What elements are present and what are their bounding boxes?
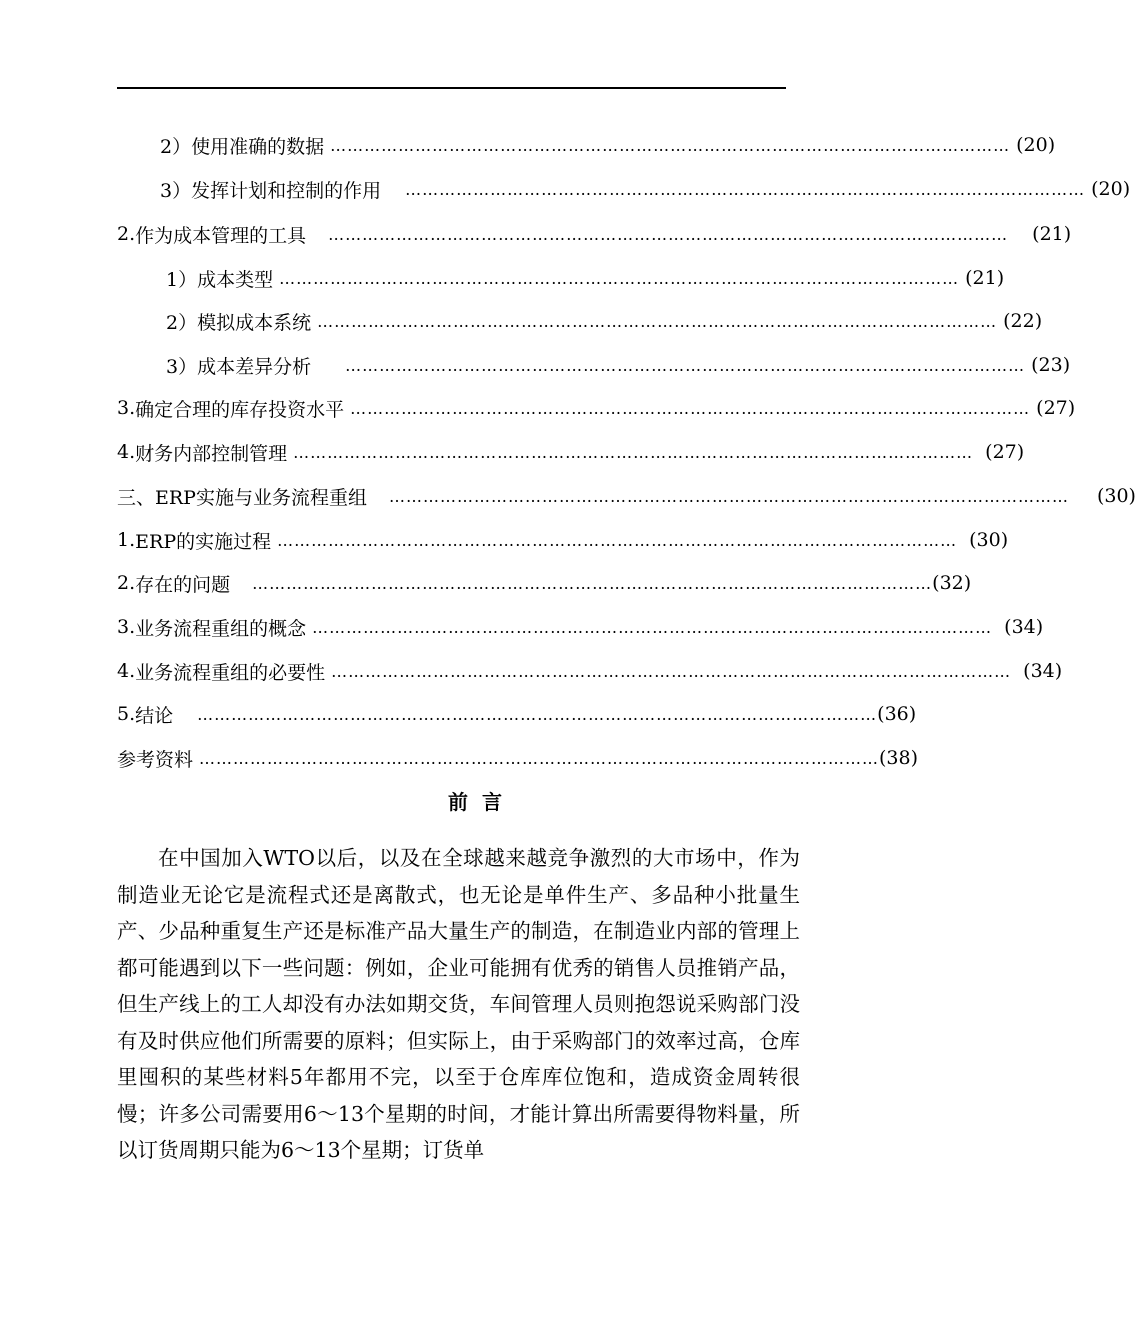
- toc-number: 3.: [117, 397, 136, 419]
- toc-title: 确定合理的库存投资水平: [135, 398, 345, 421]
- toc-entry[interactable]: [117, 656, 1063, 686]
- toc-leader: …………………………………………………………………………………………………………: [293, 442, 974, 462]
- header-rule: [117, 87, 786, 89]
- toc-entry[interactable]: [117, 525, 1009, 555]
- toc-entry[interactable]: [166, 263, 1005, 293]
- toc-page: (22): [1003, 310, 1043, 332]
- toc-number: 2.: [117, 223, 136, 245]
- toc-title: 成本类型: [197, 268, 274, 291]
- toc-entry[interactable]: [117, 612, 1044, 642]
- toc-number: 4.: [117, 441, 136, 463]
- toc-leader: …………………………………………………………………………………………………………: [330, 135, 1011, 155]
- toc-title: 成本差异分析: [197, 355, 312, 378]
- toc-number: 3.: [117, 616, 136, 638]
- toc-leader: …………………………………………………………………………………………………………: [405, 179, 1086, 199]
- toc-entry[interactable]: [117, 437, 1025, 467]
- toc-entry[interactable]: [160, 130, 1056, 160]
- toc-title: 业务流程重组的必要性: [135, 661, 326, 684]
- toc-leader: …………………………………………………………………………………………………………: [317, 311, 998, 331]
- toc-entry[interactable]: [166, 350, 1071, 380]
- toc-title: 发挥计划和控制的作用: [191, 179, 382, 202]
- toc-entry[interactable]: [117, 699, 917, 729]
- toc-entry[interactable]: [117, 743, 919, 773]
- toc-number: 2）: [166, 311, 198, 334]
- toc-leader: …………………………………………………………………………………………………………: [328, 224, 1009, 244]
- toc-leader: …………………………………………………………………………………………………………: [199, 748, 880, 768]
- toc-number: 1）: [166, 268, 198, 291]
- toc-title: 存在的问题: [135, 573, 231, 596]
- toc-title: 模拟成本系统: [197, 311, 312, 334]
- body-paragraph: 在中国加入WTO以后，以及在全球越来越竞争激烈的大市场中，作为制造业无论它是流程式还是离散式，也无论是单件生产、多品种小批量生产、少品种重复生产还是标准产品大量生产的制造，在制造业内部的管理上都可能遇到以下一些问题：例如，企业可能拥有优秀的销售人员推销产品，但生产线上的工人却没有办法如期交货，车间管理人员则抱怨说采购部门没有及时供应他们所需要的原料；但实际上，由于采购部门的效率过高，仓库里囤积的某些材料5年都用不完，以至于仓库库位饱和，造成资金周转很慢；许多公司需要用6～13个星期的时间，才能计算出所需要得物料量，所以订货周期只能为6～13个星期；订货单: [117, 846, 800, 1162]
- toc-page: (34): [1023, 660, 1063, 682]
- toc-page: (27): [985, 441, 1025, 463]
- toc-number: 3）: [166, 355, 198, 378]
- toc-page: (23): [1031, 354, 1071, 376]
- toc-title: 参考资料: [117, 748, 194, 771]
- toc-entry[interactable]: [117, 393, 1076, 423]
- toc-page: (32): [932, 572, 972, 594]
- toc-entry[interactable]: [160, 174, 1131, 204]
- toc-entry[interactable]: [166, 306, 1043, 336]
- toc-page: (36): [877, 703, 917, 725]
- toc-page: (21): [1032, 223, 1072, 245]
- toc-entry[interactable]: [117, 481, 1136, 511]
- toc-leader: …………………………………………………………………………………………………………: [279, 268, 960, 288]
- toc-title: 三、ERP实施与业务流程重组: [117, 486, 367, 509]
- toc-leader: …………………………………………………………………………………………………………: [197, 704, 878, 724]
- toc-title: 结论: [135, 704, 174, 727]
- toc-number: 1.: [117, 529, 136, 551]
- toc-title: 财务内部控制管理: [135, 442, 288, 465]
- toc-page: (21): [965, 267, 1005, 289]
- toc-page: (20): [1091, 178, 1131, 200]
- toc-page: (38): [879, 747, 919, 769]
- toc-title: 使用准确的数据: [191, 135, 325, 158]
- toc-entry[interactable]: [117, 219, 1072, 249]
- toc-page: (30): [1096, 485, 1136, 507]
- toc-leader: …………………………………………………………………………………………………………: [388, 486, 1069, 506]
- toc-leader: …………………………………………………………………………………………………………: [277, 530, 958, 550]
- toc-page: (30): [969, 529, 1009, 551]
- toc-number: 4.: [117, 660, 136, 682]
- toc-number: 2.: [117, 572, 136, 594]
- toc-leader: …………………………………………………………………………………………………………: [350, 398, 1031, 418]
- toc-number: 3）: [160, 179, 192, 202]
- toc-number: 2）: [160, 135, 192, 158]
- toc-title: ERP的实施过程: [135, 530, 272, 553]
- toc-number: 5.: [117, 703, 136, 725]
- section-title: 前言: [448, 790, 516, 814]
- toc-leader: …………………………………………………………………………………………………………: [312, 617, 993, 637]
- toc-title: 作为成本管理的工具: [135, 224, 307, 247]
- toc-leader: …………………………………………………………………………………………………………: [331, 661, 1012, 681]
- toc-title: 业务流程重组的概念: [135, 617, 307, 640]
- toc-page: (27): [1036, 397, 1076, 419]
- toc-entry[interactable]: [117, 568, 972, 598]
- toc-page: (20): [1016, 134, 1056, 156]
- toc-leader: …………………………………………………………………………………………………………: [252, 573, 933, 593]
- toc-leader: …………………………………………………………………………………………………………: [345, 355, 1026, 375]
- toc-page: (34): [1004, 616, 1044, 638]
